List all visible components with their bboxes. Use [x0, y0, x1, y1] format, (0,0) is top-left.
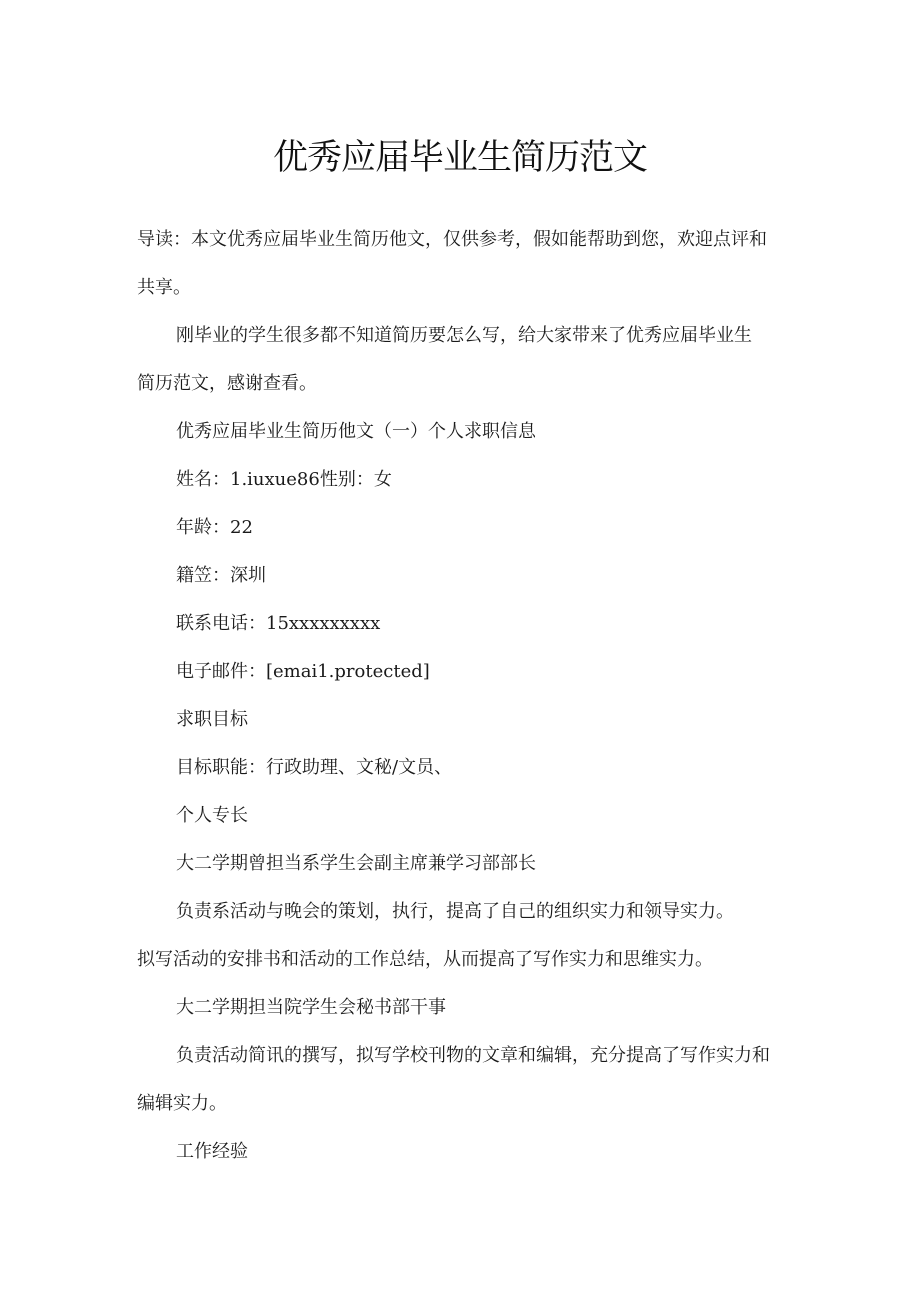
experience-item-2-line-2: 编辑实力。	[137, 1093, 227, 1114]
experience-item-1-line-2: 拟写活动的安排书和活动的工作总结，从而提高了写作实力和思维实力。	[137, 949, 713, 970]
experience-item-1-title: 大二学期曾担当系学生会副主席兼学习部部长	[176, 853, 536, 874]
paragraph-line-2: 简历范文，感谢查看。	[137, 373, 317, 394]
experience-item-2-title: 大二学期担当院学生会秘书部干事	[176, 997, 446, 1018]
age-line: 年龄：22	[176, 517, 253, 538]
paragraph-line-1: 刚毕业的学生很多都不知道简历要怎么写，给大家带来了优秀应届毕业生	[176, 325, 752, 346]
intro-line-1: 导读：本文优秀应届毕业生简历他文，仅供参考，假如能帮助到您，欢迎点评和	[137, 229, 767, 250]
personal-skills-heading: 个人专长	[176, 805, 248, 826]
section-heading: 优秀应届毕业生简历他文（一）个人求职信息	[176, 421, 536, 442]
phone-line: 联系电话：15xxxxxxxxx	[176, 613, 381, 634]
target-position-line: 目标职能：行政助理、文秘/文员、	[176, 757, 453, 778]
work-experience-heading: 工作经验	[176, 1141, 248, 1162]
experience-item-2-line-1: 负责活动简讯的撰写，拟写学校刊物的文章和编辑，充分提高了写作实力和	[176, 1045, 770, 1066]
experience-item-1-line-1: 负责系活动与晚会的策划，执行，提高了自己的组织实力和领导实力。	[176, 901, 734, 922]
hometown-line: 籍笠：深圳	[176, 565, 266, 586]
job-objective-heading: 求职目标	[176, 709, 248, 730]
email-line: 电子邮件：[emai1.protected]	[176, 661, 430, 682]
intro-line-2: 共享。	[137, 277, 191, 298]
document-title: 优秀应届毕业生简历范文	[272, 138, 647, 178]
name-gender-line: 姓名：1.iuxue86性别：女	[176, 469, 392, 490]
